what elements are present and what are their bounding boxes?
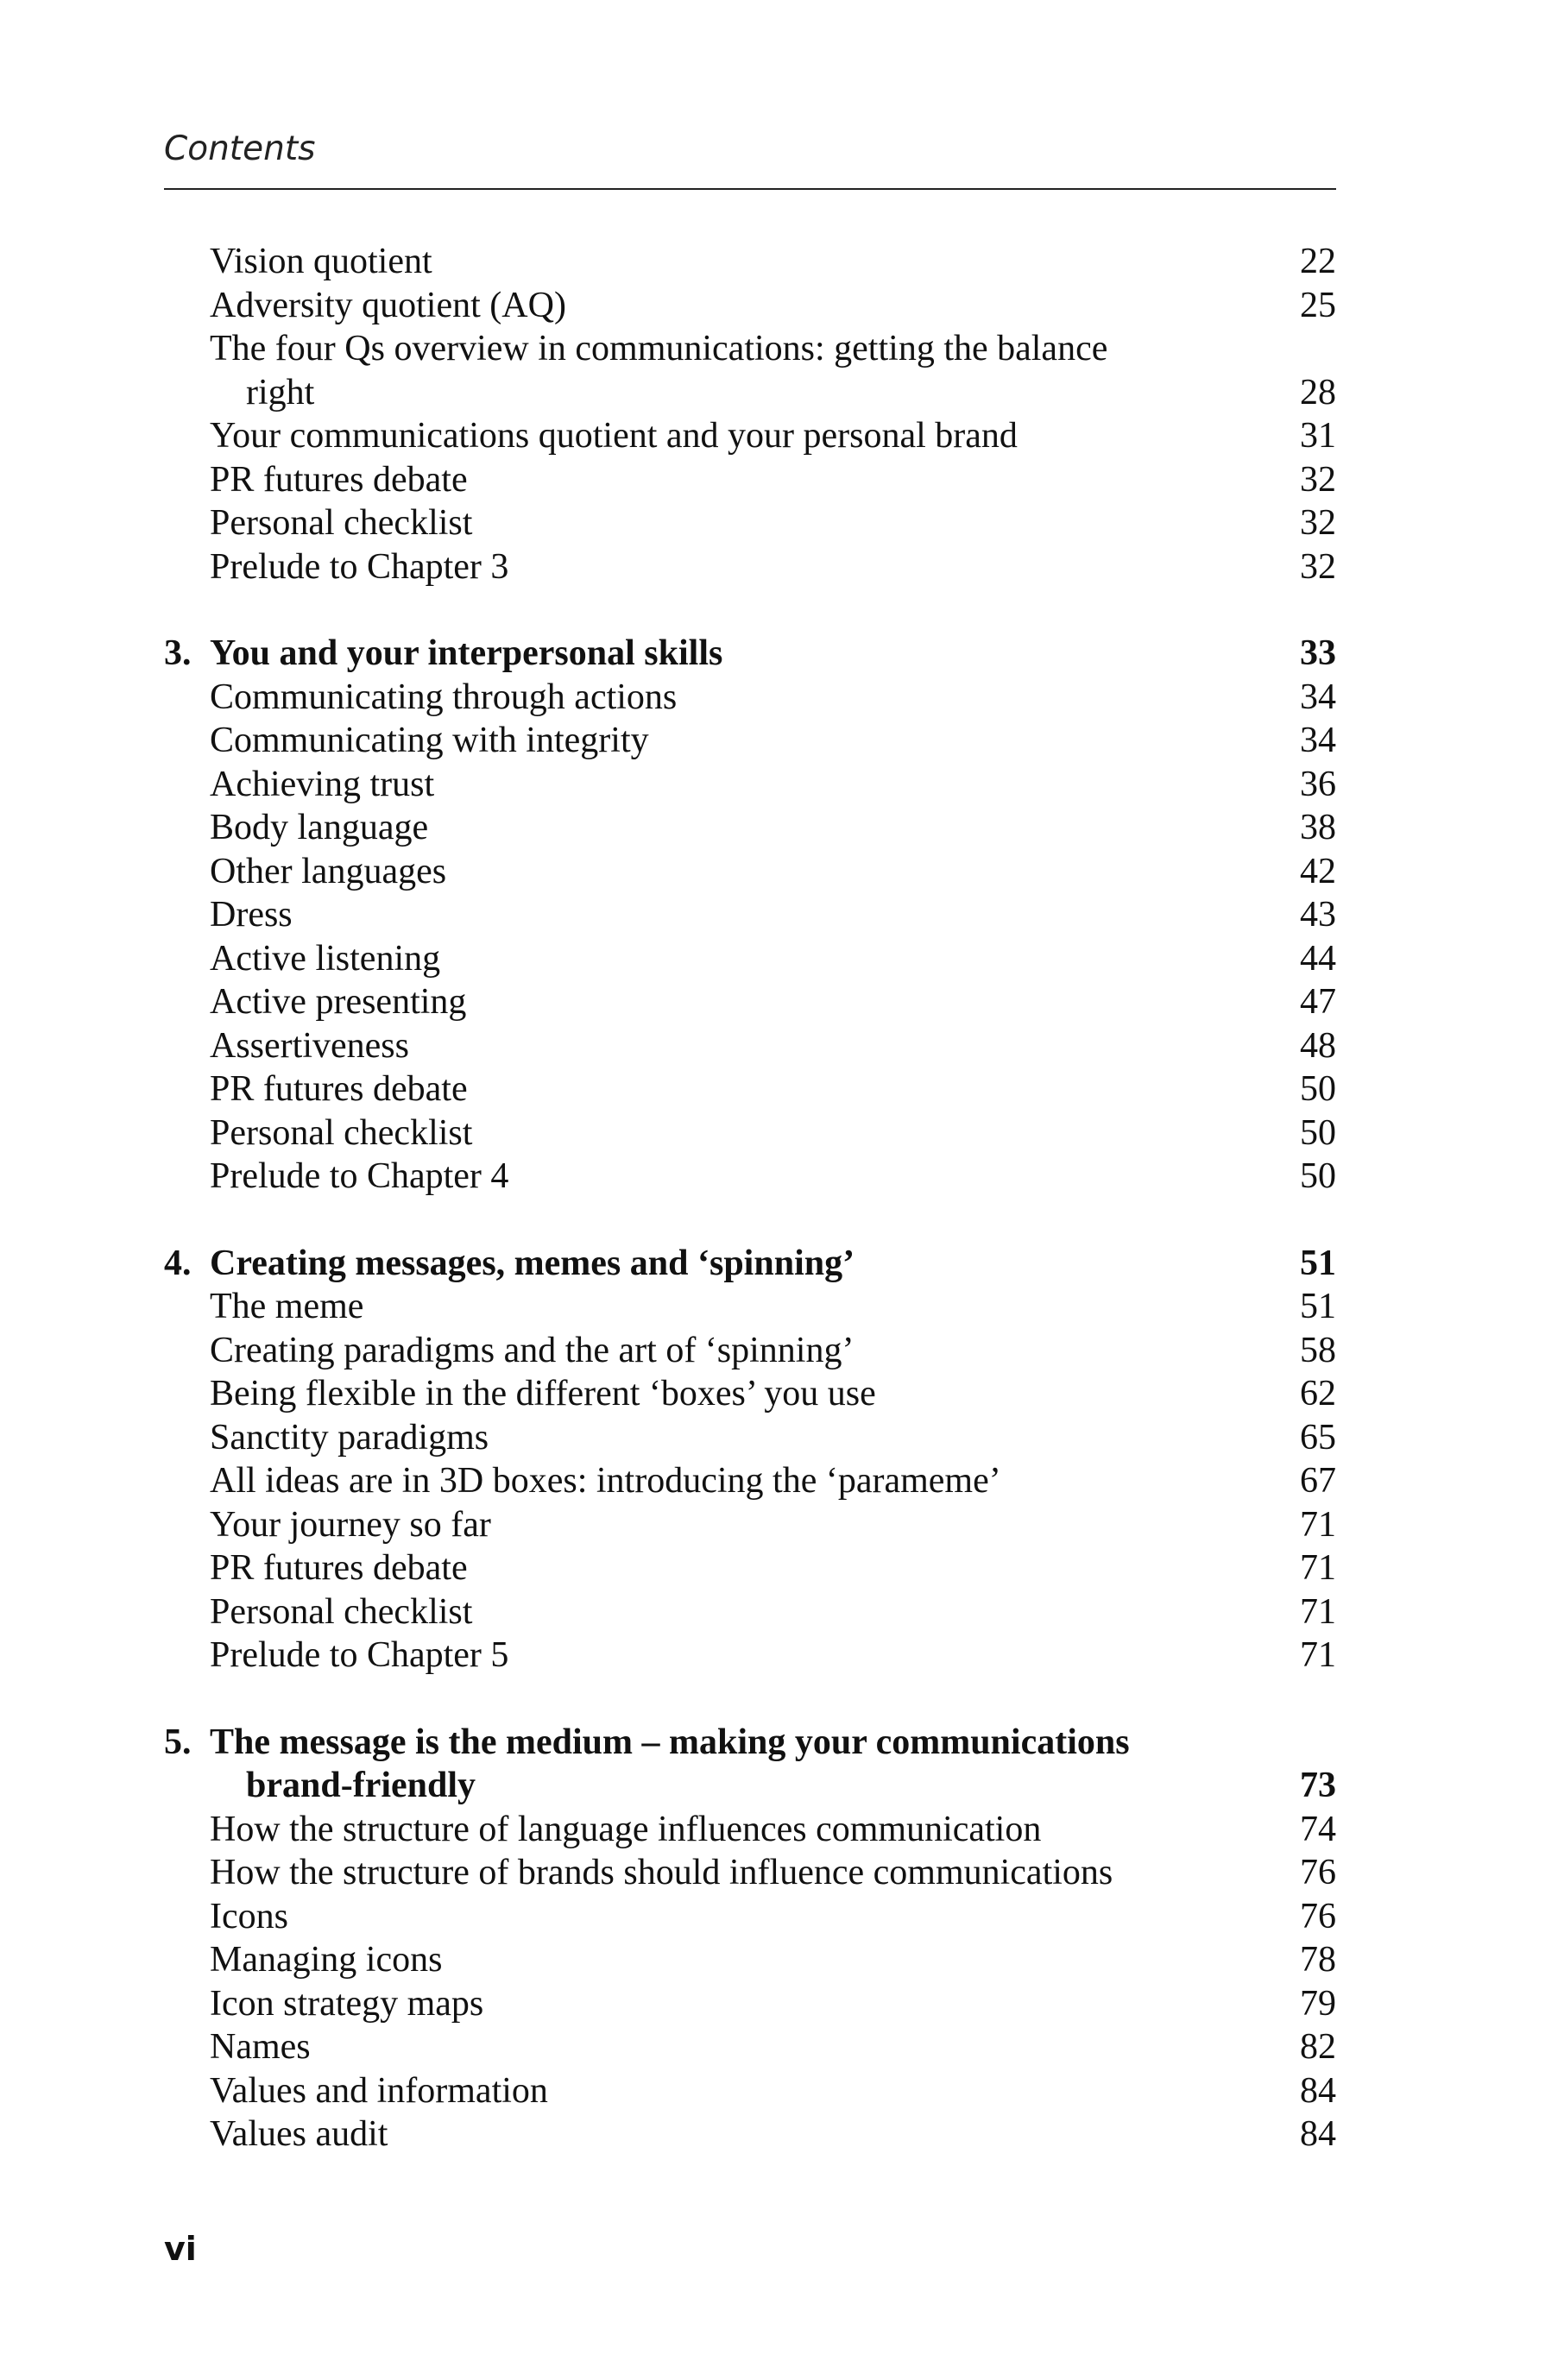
page-number	[1284, 2069, 1336, 2113]
page-number	[1284, 414, 1336, 458]
page-number	[1284, 1982, 1336, 2026]
page-number	[1284, 1590, 1336, 1634]
title-text: PR futures debate	[210, 1069, 468, 1109]
chapter-title	[210, 1242, 1284, 1286]
toc-entry[interactable]	[164, 545, 1336, 589]
page-number-text: 51	[1300, 1243, 1336, 1283]
toc-entry[interactable]	[164, 458, 1336, 502]
entry-title	[210, 414, 1284, 458]
toc-entry[interactable]	[164, 1938, 1336, 1982]
chapter-block	[164, 1242, 1336, 1678]
toc-entry[interactable]	[164, 2069, 1336, 2113]
page-number-text: 32	[1300, 546, 1336, 587]
page-number-folio: vi	[164, 2230, 197, 2268]
title-text: Sanctity paradigms	[210, 1417, 489, 1458]
page-number	[1284, 1634, 1336, 1678]
page-number	[1284, 1155, 1336, 1199]
title-text: Dress	[210, 895, 293, 935]
page-number	[1284, 240, 1336, 284]
page-number	[1284, 1503, 1336, 1547]
title-text: Other languages	[210, 851, 447, 891]
title-text: PR futures debate	[210, 1548, 468, 1588]
title-text: The message is the medium – making your communications	[210, 1722, 1130, 1762]
page-number	[1284, 937, 1336, 981]
page-number-text: 33	[1300, 633, 1336, 673]
title-text: Vision quotient	[210, 242, 432, 281]
title-text: Values audit	[210, 2114, 388, 2154]
toc-entry[interactable]	[164, 327, 1336, 414]
entry-title	[210, 1459, 1284, 1503]
page-number	[1284, 1329, 1336, 1373]
line-spacer	[1284, 1721, 1336, 1765]
page-number-text: 34	[1300, 721, 1336, 760]
entry-title	[210, 763, 1284, 807]
title-text: Communicating through actions	[210, 677, 678, 717]
chapter-block	[164, 1721, 1336, 2156]
page-number-text: 76	[1300, 1853, 1336, 1892]
chapter-block	[164, 632, 1336, 1199]
entry-title	[210, 806, 1284, 850]
toc-entry[interactable]	[164, 1634, 1336, 1678]
entry-title	[210, 2112, 1284, 2156]
page-number-text: 74	[1300, 1809, 1336, 1849]
toc-entry[interactable]	[164, 1024, 1336, 1068]
toc-entry[interactable]	[164, 1416, 1336, 1460]
entry-title	[210, 1808, 1284, 1852]
page-number	[1284, 806, 1336, 850]
line-spacer	[1284, 327, 1336, 371]
page-number	[1284, 1372, 1336, 1416]
toc-entry[interactable]	[164, 414, 1336, 458]
toc-entry[interactable]	[164, 1546, 1336, 1590]
title-text: Prelude to Chapter 4	[210, 1156, 509, 1196]
entry-title	[210, 1851, 1284, 1895]
title-text: Achieving trust	[210, 764, 435, 804]
toc-entry[interactable]	[164, 1503, 1336, 1547]
page-number-text: 76	[1300, 1896, 1336, 1936]
title-text: Names	[210, 2027, 311, 2067]
toc-entry[interactable]	[164, 1067, 1336, 1111]
page-number-text: 42	[1300, 851, 1336, 891]
toc-entry[interactable]	[164, 240, 1336, 284]
page-number	[1284, 2112, 1336, 2156]
page-number-text: 78	[1300, 1940, 1336, 1980]
toc-entry[interactable]	[164, 1590, 1336, 1634]
page-number-text: 79	[1300, 1983, 1336, 2024]
entry-title	[210, 676, 1284, 720]
entry-title	[210, 937, 1284, 981]
page-number	[1284, 501, 1336, 545]
page-number-text: 62	[1300, 1374, 1336, 1414]
title-text: Active presenting	[210, 982, 467, 1022]
entry-title	[210, 719, 1284, 763]
title-text: Creating messages, memes and ‘spinning’	[210, 1243, 855, 1283]
entry-title	[210, 501, 1284, 545]
page-number	[1284, 1895, 1336, 1939]
title-continuation: right	[246, 372, 315, 412]
title-text: Your communications quotient and your personal brand	[210, 416, 1018, 456]
title-text: Personal checklist	[210, 1591, 473, 1632]
title-text: Values and information	[210, 2070, 548, 2111]
page-number	[1284, 980, 1336, 1024]
title-text: Adversity quotient (AQ)	[210, 285, 566, 325]
title-text: Icons	[210, 1896, 288, 1936]
page-number	[1284, 1416, 1336, 1460]
title-text: Prelude to Chapter 3	[210, 546, 509, 587]
page-number-text: 84	[1300, 2070, 1336, 2111]
toc-entry[interactable]	[164, 2025, 1336, 2069]
page-number	[1284, 327, 1336, 414]
page-number	[1284, 545, 1336, 589]
title-text: Body language	[210, 808, 429, 847]
page-number	[1284, 1111, 1336, 1155]
entry-title	[210, 458, 1284, 502]
entry-title	[210, 2069, 1284, 2113]
toc-entry[interactable]	[164, 676, 1336, 720]
page-number	[1284, 458, 1336, 502]
entry-title	[210, 1024, 1284, 1068]
page-number	[1284, 1546, 1336, 1590]
entry-title	[210, 1372, 1284, 1416]
title-text: You and your interpersonal skills	[210, 633, 723, 673]
title-text: Communicating with integrity	[210, 721, 649, 760]
chapter-heading[interactable]	[164, 632, 1336, 676]
entry-title	[210, 1938, 1284, 1982]
chapter-heading[interactable]	[164, 1721, 1336, 1808]
page-number-text: 47	[1300, 982, 1336, 1022]
page-number	[1284, 2025, 1336, 2069]
chapter-continuation-block	[164, 240, 1336, 589]
page-number	[1284, 719, 1336, 763]
entry-title	[210, 1982, 1284, 2026]
toc-entry[interactable]	[164, 1808, 1336, 1852]
table-of-contents	[164, 240, 1336, 2200]
entry-title	[210, 1155, 1284, 1199]
entry-title	[210, 1634, 1284, 1678]
page-number-text: 58	[1300, 1330, 1336, 1370]
page-number-text: 38	[1300, 808, 1336, 847]
page-number-text: 71	[1300, 1591, 1336, 1632]
entry-title	[210, 850, 1284, 894]
page-number-text: 71	[1300, 1504, 1336, 1545]
chapter-title	[210, 1721, 1284, 1808]
page-number-text: 32	[1300, 459, 1336, 500]
title-text: Creating paradigms and the art of ‘spinning’	[210, 1330, 855, 1370]
page-number	[1284, 1721, 1336, 1808]
page-number-text: 67	[1300, 1461, 1336, 1501]
toc-entry[interactable]	[164, 1372, 1336, 1416]
page-number-text: 22	[1300, 242, 1336, 281]
title-text: How the structure of brands should influence communications	[210, 1853, 1113, 1892]
entry-title	[210, 1285, 1284, 1329]
page-number-text: 71	[1300, 1635, 1336, 1675]
entry-title	[210, 545, 1284, 589]
entry-title	[210, 1546, 1284, 1590]
page-number	[1284, 1024, 1336, 1068]
chapter-heading[interactable]	[164, 1242, 1336, 1286]
page-number-text: 71	[1300, 1548, 1336, 1588]
page-number	[1284, 1459, 1336, 1503]
entry-title	[210, 2025, 1284, 2069]
toc-entry[interactable]	[164, 1459, 1336, 1503]
page-number-text: 84	[1300, 2114, 1336, 2154]
entry-title	[210, 893, 1284, 937]
title-text: Being flexible in the different ‘boxes’ you use	[210, 1374, 876, 1414]
page-number-text: 31	[1300, 416, 1336, 456]
toc-entry[interactable]	[164, 893, 1336, 937]
entry-title	[210, 327, 1284, 414]
page-number	[1284, 850, 1336, 894]
entry-title	[210, 284, 1284, 328]
title-text: All ideas are in 3D boxes: introducing the ‘parameme’	[210, 1461, 1001, 1501]
page-number	[1284, 1851, 1336, 1895]
toc-entry[interactable]	[164, 1285, 1336, 1329]
page-number-text: 51	[1300, 1287, 1336, 1326]
page-number	[1284, 1242, 1336, 1286]
page-number-text: 44	[1300, 938, 1336, 979]
page-number	[1284, 1938, 1336, 1982]
page-number	[1284, 1285, 1336, 1329]
title-text: Active listening	[210, 938, 441, 979]
toc-entry[interactable]	[164, 2112, 1336, 2156]
entry-title	[210, 1590, 1284, 1634]
chapter-number: 5.	[164, 1722, 192, 1762]
toc-entry[interactable]	[164, 937, 1336, 981]
title-text: The four Qs overview in communications: getting the balance	[210, 329, 1108, 368]
page-number-text: 65	[1300, 1417, 1336, 1458]
toc-entry[interactable]	[164, 284, 1336, 328]
chapter-number: 4.	[164, 1243, 192, 1283]
entry-title	[210, 240, 1284, 284]
page-number-text: 32	[1300, 503, 1336, 543]
title-text: Personal checklist	[210, 1112, 473, 1153]
page-number-text: 43	[1300, 895, 1336, 935]
title-text: Icon strategy maps	[210, 1983, 484, 2024]
toc-entry[interactable]	[164, 1155, 1336, 1199]
page-number-text: 34	[1300, 677, 1336, 717]
page-number	[1284, 676, 1336, 720]
page-number	[1284, 1067, 1336, 1111]
entry-title	[210, 1111, 1284, 1155]
page-number-text: 82	[1300, 2027, 1336, 2067]
toc-entry[interactable]	[164, 806, 1336, 850]
chapter-number: 3.	[164, 633, 192, 673]
page-number	[1284, 1808, 1336, 1852]
title-continuation: brand-friendly	[246, 1766, 476, 1805]
page-number-text: 50	[1300, 1156, 1336, 1196]
title-text: Personal checklist	[210, 503, 473, 543]
page-number-text: 50	[1300, 1112, 1336, 1153]
toc-entry[interactable]	[164, 1111, 1336, 1155]
page-number-text: 48	[1300, 1025, 1336, 1066]
toc-entry[interactable]	[164, 1982, 1336, 2026]
title-text: The meme	[210, 1287, 364, 1326]
header-rule	[164, 188, 1336, 190]
page-number	[1284, 763, 1336, 807]
title-text: Your journey so far	[210, 1504, 491, 1545]
title-text: Assertiveness	[210, 1025, 409, 1066]
toc-entry[interactable]	[164, 1851, 1336, 1895]
title-text: Managing icons	[210, 1940, 443, 1980]
toc-entry[interactable]	[164, 1895, 1336, 1939]
toc-entry[interactable]	[164, 763, 1336, 807]
title-text: Prelude to Chapter 5	[210, 1635, 509, 1675]
page-number	[1284, 632, 1336, 676]
entry-title	[210, 980, 1284, 1024]
entry-title	[210, 1416, 1284, 1460]
chapter-title	[210, 632, 1284, 676]
page-number-text: 73	[1300, 1766, 1336, 1805]
toc-entry[interactable]	[164, 980, 1336, 1024]
entry-title	[210, 1895, 1284, 1939]
toc-entry[interactable]	[164, 850, 1336, 894]
entry-title	[210, 1067, 1284, 1111]
running-head: Contents	[164, 129, 316, 168]
toc-entry[interactable]	[164, 501, 1336, 545]
entry-title	[210, 1503, 1284, 1547]
title-text: PR futures debate	[210, 459, 468, 500]
page-number-text: 25	[1300, 285, 1336, 325]
page-number	[1284, 893, 1336, 937]
entry-title	[210, 1329, 1284, 1373]
toc-entry[interactable]	[164, 1329, 1336, 1373]
page-number-text: 36	[1300, 764, 1336, 804]
toc-entry[interactable]	[164, 719, 1336, 763]
page-number	[1284, 284, 1336, 328]
title-text: How the structure of language influences communication	[210, 1809, 1042, 1849]
page-number-text: 50	[1300, 1069, 1336, 1109]
page-number-text: 28	[1300, 372, 1336, 412]
